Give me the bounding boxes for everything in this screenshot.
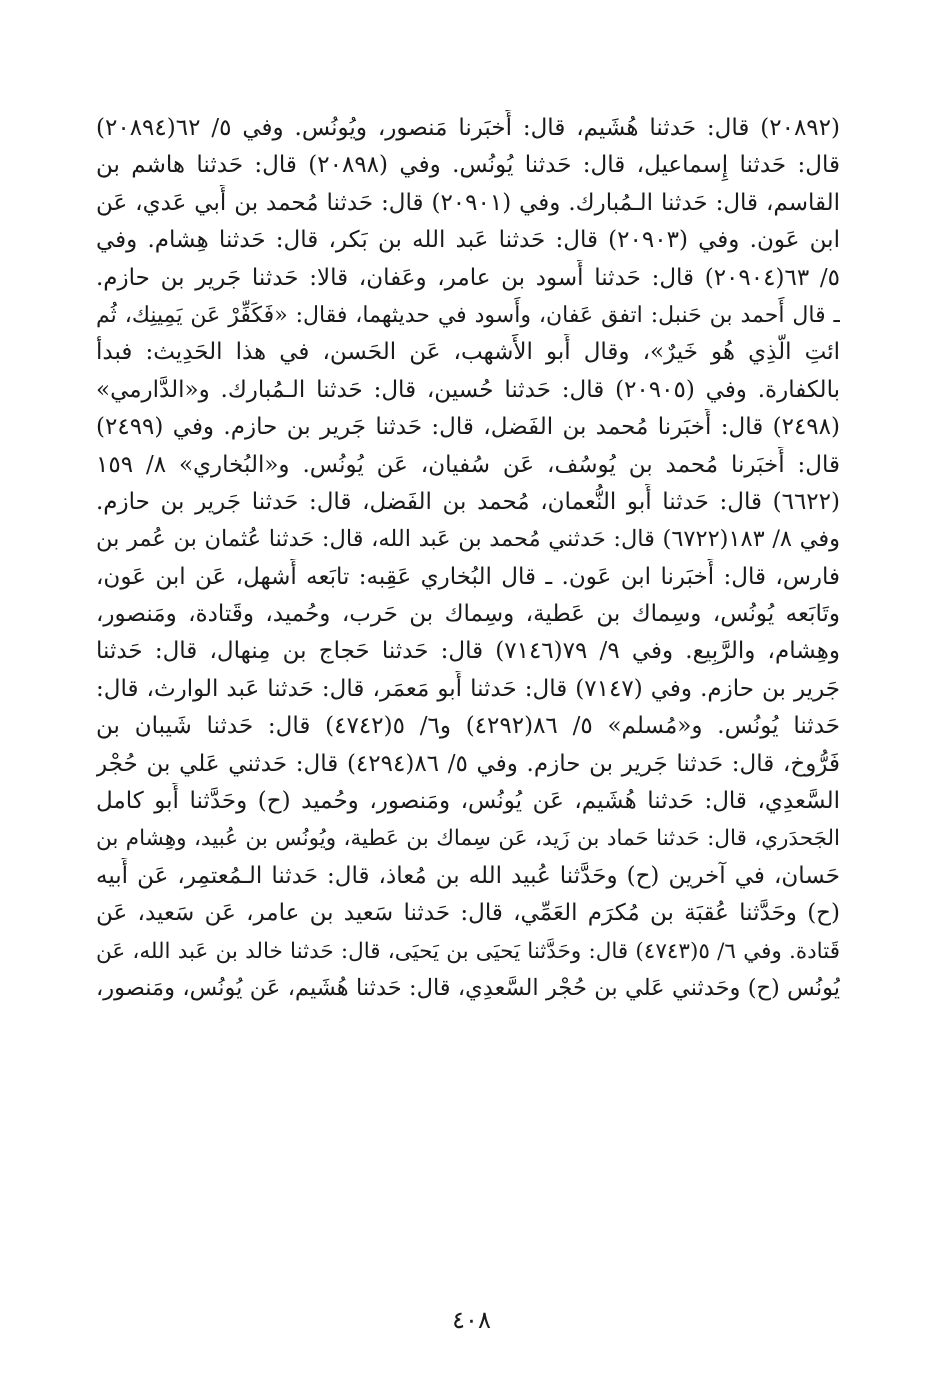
text-line: حَدثنا يُونُس. و«مُسلم» ٥/ ٨٦(٤٢٩٢) و٦/ ٥(٤٧٤٢) قال: حَدثنا شَيبان بن [96,713,840,740]
text-line: ابن عَون. وفي (٢٠٩٠٣) قال: حَدثنا عَبد الله بن بَكر، قال: حَدثنا هِشام. وفي [96,227,840,254]
text-line: يُونُس (ح) وحَدثني عَلي بن حُجْر السَّعدِي، قال: حَدثنا هُشَيم، عَن يُونُس، ومَنصور، [96,974,840,1001]
text-line: قال: حَدثنا إِسماعيل، قال: حَدثنا يُونُس. وفي (٢٠٨٩٨) قال: حَدثنا هاشم بن [96,152,840,179]
text-line: جَرير بن حازم. وفي (٧١٤٧) قال: حَدثنا أَبو مَعمَر، قال: حَدثنا عَبد الوارث، قال: [96,675,840,702]
text-line: الجَحدَري، قال: حَدثنا حَماد بن زَيد، عَن سِماك بن عَطية، ويُونُس بن عُبيد، وهِشام بن [96,826,840,852]
text-line: قَتادة. وفي ٦/ ٥(٤٧٤٣) قال: وحَدَّثنا يَحيَى بن يَحيَى، قال: حَدثنا خالد بن عَبد الله، عَن [96,938,840,964]
text-line: وهِشام، والرَّبِيع. وفي ٩/ ٧٩(٧١٤٦) قال: حَدثنا حَجاج بن مِنهال، قال: حَدثنا [96,638,840,665]
text-line: ٥/ ٦٣(٢٠٩٠٤) قال: حَدثنا أَسود بن عامر، وعَفان، قالا: حَدثنا جَرير بن حازم. [96,264,840,291]
text-line: السَّعدِي، قال: حَدثنا هُشَيم، عَن يُونُس، ومَنصور، وحُميد (ح) وحَدَّثنا أَبو كامل [96,788,840,815]
text-line: وفي ٨/ ١٨٣(٦٧٢٢) قال: حَدثني مُحمد بن عَبد الله، قال: حَدثنا عُثمان بن عُمر بن [96,526,840,553]
text-line: القاسم، قال: حَدثنا الـمُبارك. وفي (٢٠٩٠١) قال: حَدثنا مُحمد بن أَبي عَدي، عَن [96,189,840,216]
text-line: (٦٦٢٢) قال: حَدثنا أَبو النُّعمان، مُحمد بن الفَضل، قال: حَدثنا جَرير بن حازم. [96,488,840,515]
text-line: فَرُّوخ، قال: حَدثنا جَرير بن حازم. وفي ٥/ ٨٦(٤٢٩٤) قال: حَدثني عَلي بن حُجْر [96,750,840,777]
text-line: قال: أَخبَرنا مُحمد بن يُوسُف، عَن سُفيان، عَن يُونُس. و«البُخاري» ٨/ ١٥٩ [96,451,840,478]
text-line: ائتِ الَّذِي هُو خَيرٌ»، وقال أَبو الأَشهب، عَن الحَسن، في هذا الحَدِيث: فبدأ [96,339,840,366]
text-line: (ح) وحَدَّثنا عُقبَة بن مُكرَم العَمِّي، قال: حَدثنا سَعيد بن عامر، عَن سَعيد، عَن [96,900,840,927]
text-line: (٢٠٨٩٢) قال: حَدثنا هُشَيم، قال: أَخبَرنا مَنصور، ويُونُس. وفي ٥/ ٦٢(٢٠٨٩٤) [96,115,840,141]
text-line: ـ قال أَحمد بن حَنبل: اتفق عَفان، وأَسود في حديثهما، فقال: «فَكَفِّرْ عَن يَمِينِك، ثُم [96,302,840,328]
hadith-text-block [96,110,840,1007]
text-line: بالكفارة. وفي (٢٠٩٠٥) قال: حَدثنا حُسين، قال: حَدثنا الـمُبارك. و«الدَّارمي» [96,376,840,403]
text-line: وتَابَعه يُونُس، وسِماك بن عَطية، وسِماك بن حَرب، وحُميد، وقَتادة، ومَنصور، [96,601,840,628]
text-line: فارس، قال: أَخبَرنا ابن عَون. ـ قال البُخاري عَقِبه: تابَعه أَشهل، عَن ابن عَون، [96,563,840,590]
text-line: (٢٤٩٨) قال: أَخبَرنا مُحمد بن الفَضل، قال: حَدثنا جَرير بن حازم. وفي (٢٤٩٩) [96,414,840,441]
page-number: ٤٠٨ [452,1306,491,1334]
text-line: حَسان، في آخرين (ح) وحَدَّثنا عُبيد الله بن مُعاذ، قال: حَدثنا الـمُعتمِر، عَن أَبيه [96,862,840,889]
